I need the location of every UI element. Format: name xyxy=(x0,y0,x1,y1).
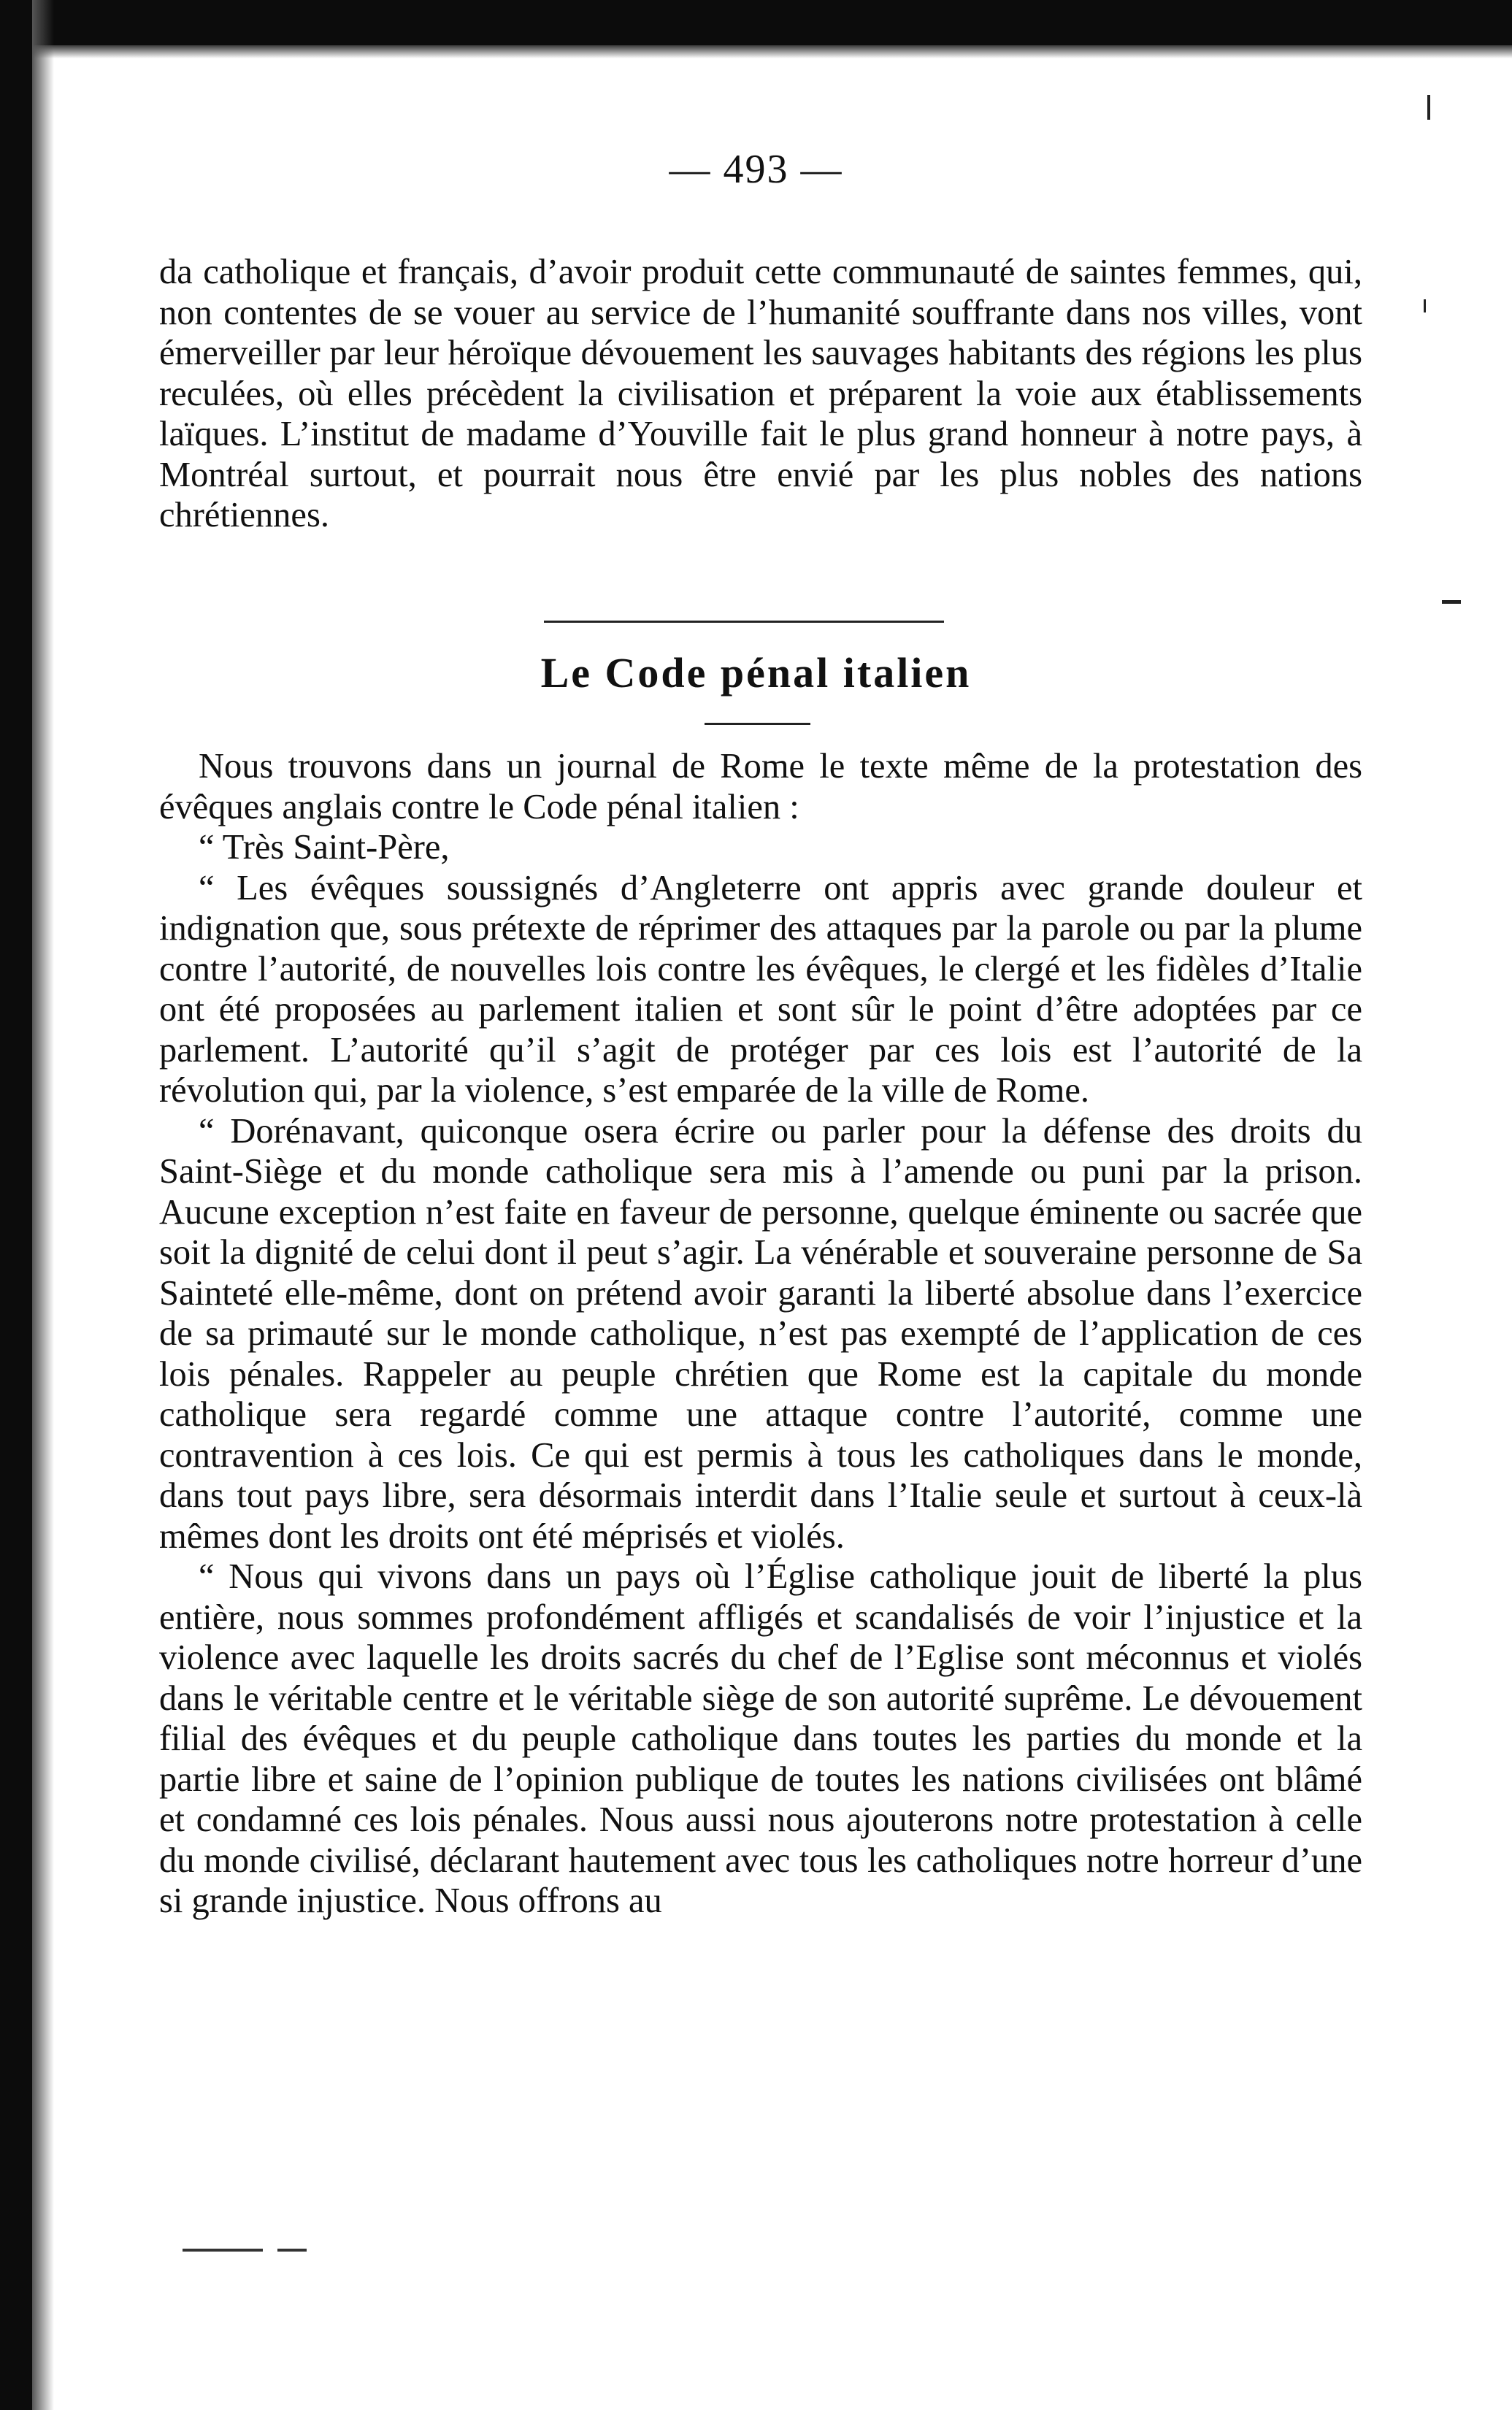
title-underline xyxy=(705,723,810,725)
scan-top-border xyxy=(0,0,1512,45)
salutation: “ Très Saint-Père, xyxy=(199,828,450,867)
paragraph-text: “ Nous qui vivons dans un pays où l’Église catholique jouit de liberté la plus entière, nous sommes profondément affligés et scandalisés de voir l’injustice et la violence avec laquelle les droits sacrés du chef de l’Eglise sont méconnus et violés dans le véritable centre et le véritable siège de son autorité suprême. Le dévouement filial des évêques et du peuple catholique dans toutes les parties du monde et la partie libre et saine de l’opinion publique de toutes les nations civilisées ont blâmé et condamné ces lois pénales. Nous aussi nous ajouterons notre protestation à celle du monde civilisé, déclarant hautement avec tous les catholiques notre horreur d’une si grande injustice. Nous offrons au xyxy=(159,1557,1362,1920)
scan-top-shadow xyxy=(0,45,1512,58)
paragraph-text: da catholique et français, d’avoir produit cette communauté de saintes femmes, qui, non contentes de se vouer au service de l’humanité souffrante dans nos villes, vont émerveiller par leur héroïque dévouement les sauvages habitants des régions les plus reculées, où elles précèdent la civilisation et préparent la voie aux établissements laïques. L’institut de madame d’Youville fait le plus grand honneur à notre pays, à Montréal surtout, et pourrait nous être envié par les plus nobles des nations chrétiennes. xyxy=(159,253,1362,534)
scan-speck xyxy=(1424,299,1426,312)
section-divider xyxy=(544,621,944,623)
section-title: Le Code pénal italien xyxy=(540,649,972,696)
article-body xyxy=(159,746,1362,1922)
scan-speck xyxy=(1427,95,1430,120)
scan-left-shadow xyxy=(32,0,54,2410)
opening-paragraph xyxy=(159,252,1362,536)
paragraph-text: Nous trouvons dans un journal de Rome le texte même de la protestation des évêques anglais contre le Code pénal italien : xyxy=(159,747,1362,826)
paragraph-text: “ Les évêques soussignés d’Angleterre ont appris avec grande douleur et indignation que, sous prétexte de réprimer des attaques par la parole ou par la plume contre l’autorité, de nouvelles lois contre les évêques, le clergé et les fidèles d’Italie ont été proposées au parlement italien et sont sûr le point d’être adoptées par ce parlement. L’autorité qu’il s’agit de protéger par ces lois est l’autorité de la révolution qui, par la violence, s’est emparée de la ville de Rome. xyxy=(159,868,1362,1110)
bottom-rule xyxy=(183,2249,263,2252)
bottom-rule xyxy=(277,2249,307,2252)
page-number: — 493 — xyxy=(669,147,843,192)
scan-left-border xyxy=(0,0,32,2410)
paragraph-text: “ Dorénavant, quiconque osera écrire ou parler pour la défense des droits du Saint-Siège et du monde catholique sera mis à l’amende ou puni par la prison. Aucune exception n’est faite en faveur de personne, quelque éminente ou sacrée que soit la dignité de celui dont il peut s’agir. La vénérable et souveraine personne de Sa Sainteté elle-même, dont on prétend avoir garanti la liberté absolue dans l’exercice de sa primauté sur le monde catholique, n’est pas exempté de l’application de ces lois pénales. Rappeler au peuple chrétien que Rome est la capitale du monde catholique sera regardé comme une attaque contre l’autorité, comme une contravention à ces lois. Ce qui est permis à tous les catholiques dans le monde, dans tout pays libre, sera désormais interdit dans l’Italie seule et surtout à ceux-là mêmes dont les droits ont été méprisés et violés. xyxy=(159,1111,1362,1556)
scan-speck xyxy=(1442,600,1461,604)
